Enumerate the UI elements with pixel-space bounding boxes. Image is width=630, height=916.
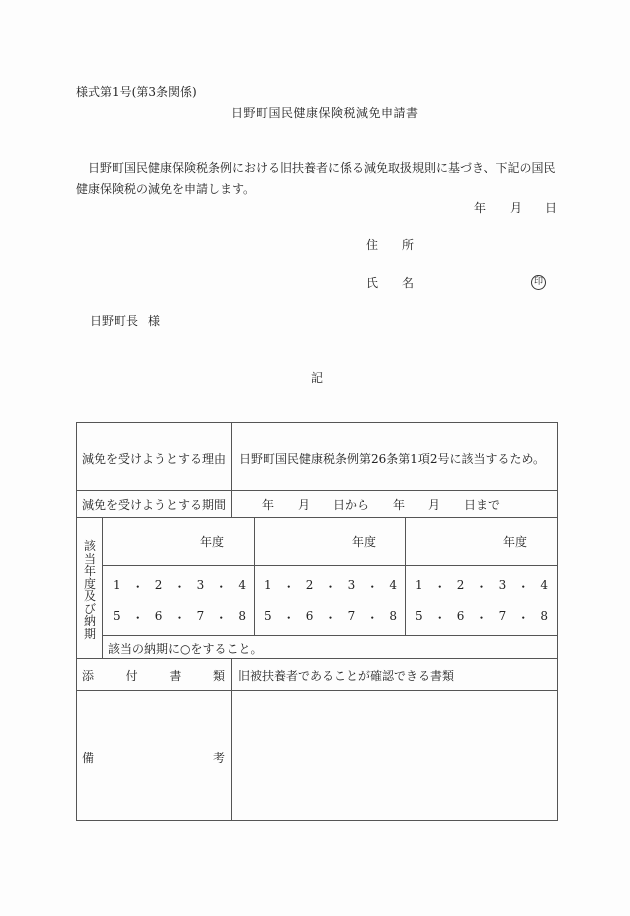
installment[interactable]: 6 <box>456 609 465 623</box>
reason-label: 減免を受けようとする理由 <box>82 452 227 466</box>
attachment-label-char: 書 <box>169 669 182 683</box>
period-from-month[interactable]: 月 <box>298 498 311 512</box>
installment[interactable]: 7 <box>347 609 356 623</box>
seal-mark: 印 <box>531 275 546 290</box>
attachment-value: 旧被扶養者であることが確認できる書類 <box>238 669 455 683</box>
attachment-label-char: 添 <box>82 669 95 683</box>
period-to-day[interactable]: 日まで <box>464 498 501 512</box>
attachment-label-char: 類 <box>212 669 225 683</box>
period-to-month[interactable]: 月 <box>428 498 441 512</box>
remarks-field[interactable] <box>238 697 552 815</box>
installment[interactable]: 1 <box>415 578 423 592</box>
date-month: 月 <box>510 201 523 215</box>
period-to-year[interactable]: 年 <box>393 498 406 512</box>
installment[interactable]: 2 <box>456 578 465 592</box>
installment[interactable]: 6 <box>154 609 163 623</box>
installment[interactable]: 1 <box>113 578 121 592</box>
installment[interactable]: 4 <box>389 578 397 592</box>
addressee-name: 日野町長 <box>90 314 139 328</box>
fiscal-year-2[interactable]: 年度 <box>352 535 377 549</box>
separator: ・ <box>366 611 379 625</box>
address-label-2: 所 <box>402 238 415 252</box>
separator: ・ <box>131 580 144 594</box>
body-text-line2: 健康保険税の減免を申請します。 <box>76 182 256 196</box>
separator: ・ <box>324 611 337 625</box>
installments-group-1-row2[interactable] <box>113 609 246 626</box>
period-label: 減免を受けようとする期間 <box>82 498 227 512</box>
body-text-line1: 日野町国民健康保険税条例における旧扶養者に係る減免取扱規則に基づき、下記の国民 <box>88 161 556 175</box>
fiscal-year-1[interactable]: 年度 <box>200 535 225 549</box>
separator: ・ <box>131 611 144 625</box>
period-from-year[interactable]: 年 <box>262 498 275 512</box>
seal-icon <box>531 273 546 290</box>
installment[interactable]: 6 <box>305 609 314 623</box>
installment[interactable]: 7 <box>196 609 205 623</box>
installment[interactable]: 8 <box>238 609 246 623</box>
separator: ・ <box>475 580 488 594</box>
installments-group-3-row1[interactable] <box>415 578 548 595</box>
separator: ・ <box>282 580 295 594</box>
remarks-label <box>82 749 225 766</box>
separator: ・ <box>433 580 446 594</box>
installment[interactable]: 1 <box>264 578 272 592</box>
installment[interactable]: 3 <box>196 578 205 592</box>
installment[interactable]: 3 <box>347 578 356 592</box>
separator: ・ <box>215 611 228 625</box>
installments-group-2-row2[interactable] <box>264 609 397 626</box>
installments-group-3-row2[interactable] <box>415 609 548 626</box>
separator: ・ <box>517 580 530 594</box>
installment[interactable]: 2 <box>154 578 163 592</box>
installment-note: 該当の納期に○をすること。 <box>108 642 263 656</box>
fiscal-label: 該当年度及び納期 <box>84 539 97 641</box>
separator: ・ <box>475 611 488 625</box>
installment[interactable]: 5 <box>415 609 423 623</box>
separator: ・ <box>173 611 186 625</box>
date-day: 日 <box>545 201 558 215</box>
attachment-label <box>82 667 225 684</box>
installment[interactable]: 4 <box>238 578 246 592</box>
form-number: 様式第1号(第3条関係) <box>76 85 197 99</box>
separator: ・ <box>282 611 295 625</box>
reason-value: 日野町国民健康税条例第26条第1項2号に該当するため。 <box>239 452 546 466</box>
installment[interactable]: 3 <box>498 578 507 592</box>
period-from-day[interactable]: 日から <box>333 498 370 512</box>
installment[interactable]: 2 <box>305 578 314 592</box>
remarks-label-char: 備 <box>82 751 95 765</box>
installment[interactable]: 5 <box>264 609 272 623</box>
installments-group-2-row1[interactable] <box>264 578 397 595</box>
addressee-honorific: 様 <box>148 314 161 328</box>
separator: ・ <box>433 611 446 625</box>
ki-label: 記 <box>311 371 324 385</box>
address-label-1: 住 <box>366 238 379 252</box>
separator: ・ <box>517 611 530 625</box>
installment[interactable]: 7 <box>498 609 507 623</box>
remarks-label-char: 考 <box>212 751 225 765</box>
installment[interactable]: 8 <box>540 609 548 623</box>
name-label-2: 名 <box>402 276 415 290</box>
attachment-label-char: 付 <box>125 669 138 683</box>
separator: ・ <box>173 580 186 594</box>
document-title: 日野町国民健康保険税減免申請書 <box>231 106 419 120</box>
installments-group-1-row1[interactable] <box>113 578 246 595</box>
installment[interactable]: 4 <box>540 578 548 592</box>
separator: ・ <box>215 580 228 594</box>
date-year: 年 <box>474 201 487 215</box>
name-label-1: 氏 <box>366 276 379 290</box>
fiscal-year-3[interactable]: 年度 <box>503 535 528 549</box>
installment[interactable]: 5 <box>113 609 121 623</box>
separator: ・ <box>366 580 379 594</box>
separator: ・ <box>324 580 337 594</box>
installment[interactable]: 8 <box>389 609 397 623</box>
